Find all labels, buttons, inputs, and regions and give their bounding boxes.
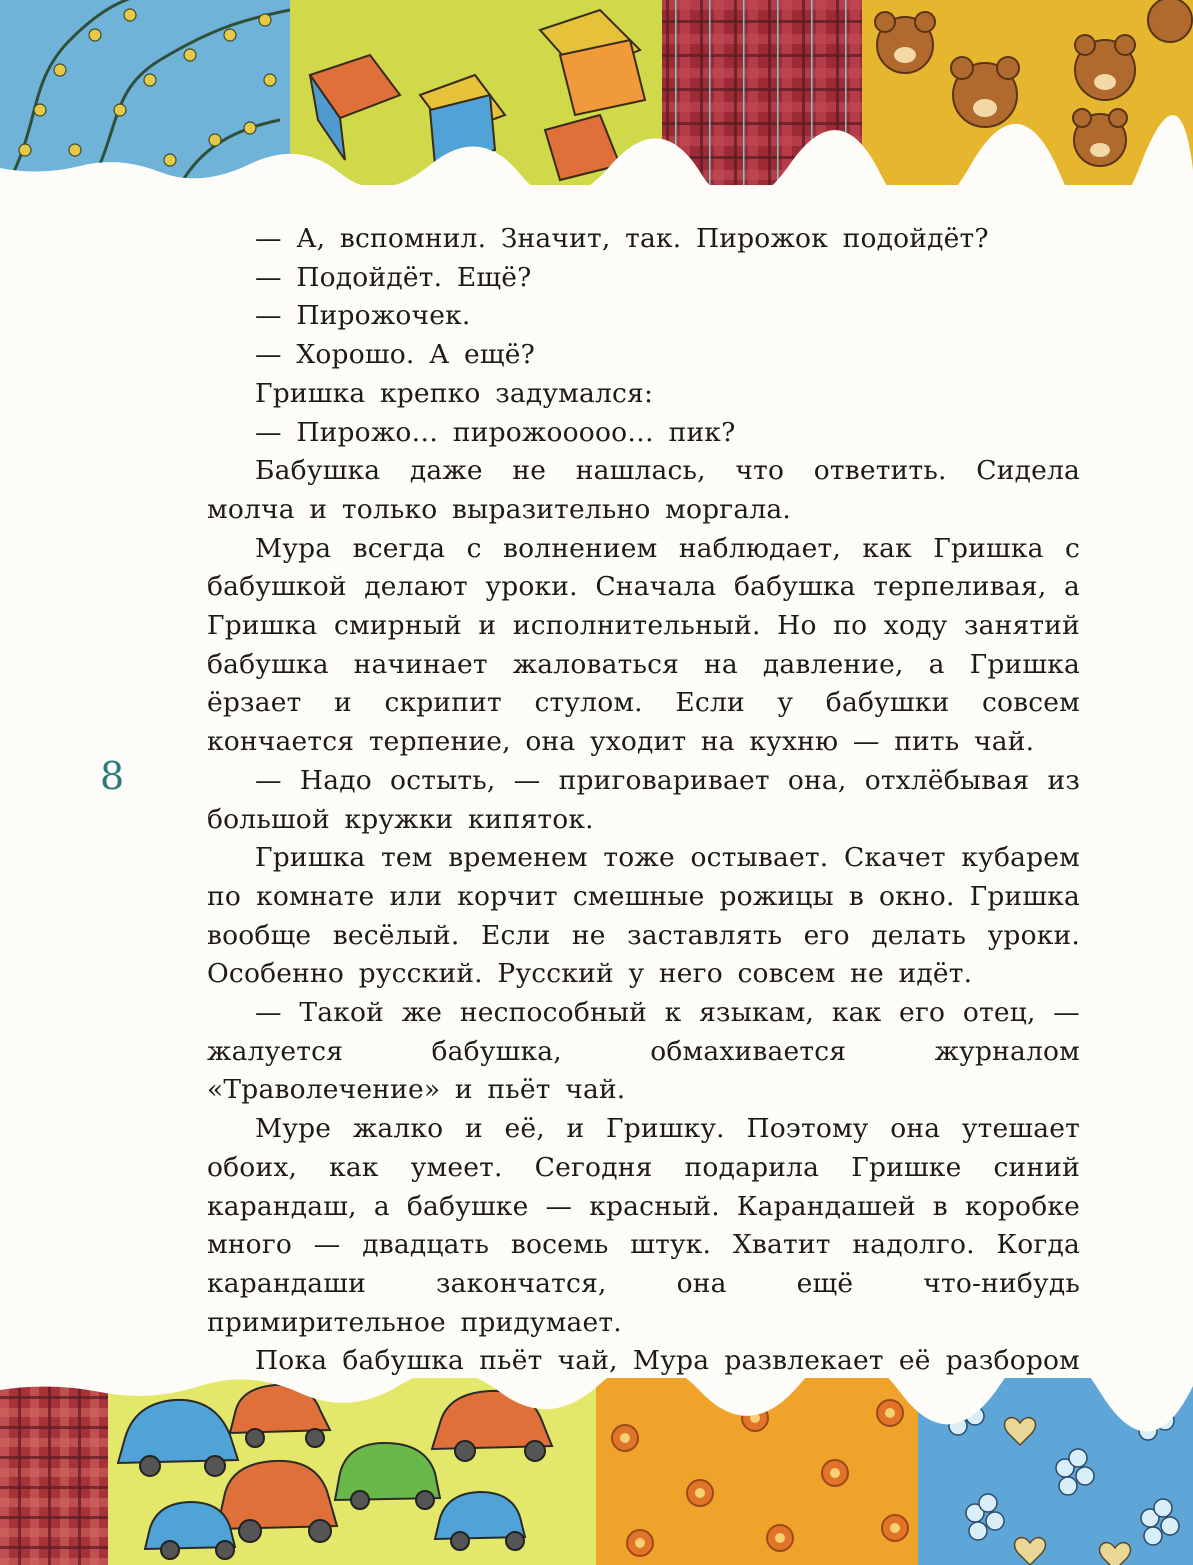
- page-number: 8: [100, 754, 125, 798]
- paragraph: — Такой же неспособный к языкам, как его отец, — жалуется бабушка, обмахивается журналом «Траволечение» и пьёт чай.: [207, 997, 1080, 1106]
- paragraph: — Подойдёт. Ещё?: [255, 261, 532, 293]
- page-body-text: [207, 220, 1080, 1459]
- paragraph: — А, вспомнил. Значит, так. Пирожок подойдёт?: [255, 223, 989, 254]
- bottom-patchwork-band: [0, 1378, 1193, 1565]
- paragraph: — Хорошо. А ещё?: [255, 339, 536, 371]
- top-patchwork-illustration: [0, 0, 1193, 185]
- plaid-pattern: [0, 1378, 108, 1565]
- paragraph: Мура всегда с волнением наблюдает, как Гришка с бабушкой делают уроки. Сначала бабушка терпеливая, а Гришка смирный и исполнительный. Но по ходу занятий бабушка начинает жаловаться на давление, а Гришка ёрзает и скрипит стулом. Если у бабушки совсем кончается терпение, она уходит на кухню — пить чай.: [207, 532, 1080, 758]
- paragraph: — Надо остыть, — приговаривает она, отхлёбывая из большой кружки кипяток.: [207, 764, 1080, 835]
- paragraph: Гришка крепко задумался:: [255, 377, 654, 409]
- paragraph: Бабушка даже не нашлась, что ответить. Сидела молча и только выразительно моргала.: [207, 455, 1080, 525]
- paragraph: — Пирожо… пирожооооо… пик?: [255, 416, 736, 448]
- paragraph: — Пирожочек.: [255, 300, 471, 332]
- top-patchwork-band: [0, 0, 1193, 185]
- paragraph: Пока бабушка пьёт чай, Мура развлекает её разбором: [255, 1345, 1080, 1377]
- paragraph: Муре жалко и её, и Гришку. Поэтому она утешает обоих, как умеет. Сегодня подарила Гришке синий карандаш, а бабушке — красный. Карандашей в коробке много — двадцать восемь штук. Хватит надолго. Когда карандаши закончатся, она ещё что-нибудь примирительное придумает.: [207, 1113, 1080, 1338]
- vines-pattern: [0, 0, 290, 185]
- paragraph: Гришка тем временем тоже остывает. Скачет кубарем по комнате или корчит смешные рожицы в окно. Гришка вообще весёлый. Если не заставлять его делать уроки. Особенно русский. Русский у него совсем не идёт.: [207, 842, 1080, 990]
- bottom-patchwork-illustration: [0, 1378, 1193, 1565]
- toy-cars-pattern: [108, 1378, 596, 1565]
